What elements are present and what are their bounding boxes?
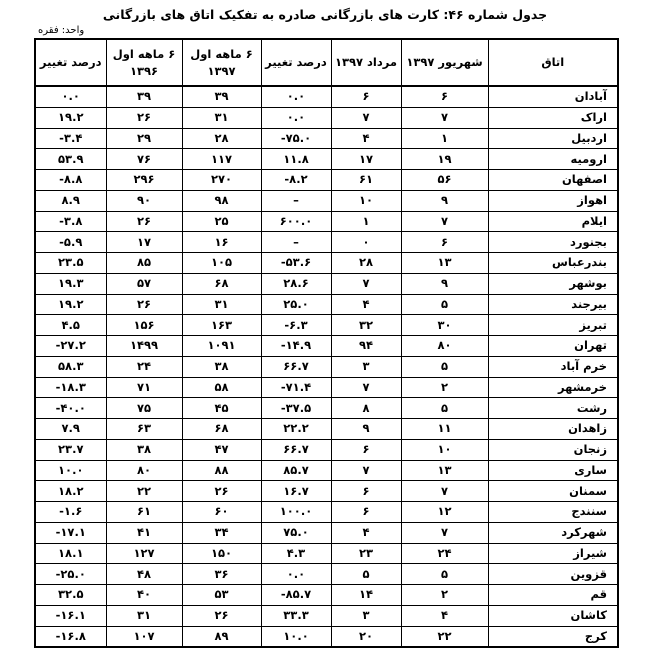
table-row	[35, 253, 618, 274]
cell-6month-1397: ۸۹	[182, 626, 261, 647]
cell-6month-1397: ۳۹	[182, 86, 261, 107]
cell-mordad: ۱	[331, 211, 401, 232]
cell-shahrivar: ۹	[401, 190, 488, 211]
cell-mordad: ۶	[331, 86, 401, 107]
cell-monthly-change: ۲۲.۲	[261, 419, 331, 440]
cell-6month-change: ۱۰.۰	[35, 460, 106, 481]
cell-monthly-change: –	[261, 190, 331, 211]
cell-chamber: قزوین	[488, 564, 618, 585]
cell-shahrivar: ۲	[401, 585, 488, 606]
cell-6month-change: ۱۸.۱	[35, 543, 106, 564]
cell-monthly-change: -۸.۲	[261, 170, 331, 191]
cell-6month-1396: ۷۶	[106, 149, 182, 170]
cell-6month-1396: ۹۰	[106, 190, 182, 211]
cell-mordad: ۳	[331, 356, 401, 377]
cell-monthly-change: –	[261, 232, 331, 253]
cell-6month-change: -۱۶.۱	[35, 605, 106, 626]
cell-mordad: ۴	[331, 128, 401, 149]
cell-6month-change: ۰.۰	[35, 86, 106, 107]
cell-6month-1396: ۸۰	[106, 460, 182, 481]
cell-chamber: شیراز	[488, 543, 618, 564]
cell-6month-1396: ۳۸	[106, 439, 182, 460]
cell-6month-1397: ۳۶	[182, 564, 261, 585]
cell-mordad: ۱۰	[331, 190, 401, 211]
cell-shahrivar: ۹	[401, 273, 488, 294]
table-row	[35, 149, 618, 170]
cell-6month-change: -۱۶.۸	[35, 626, 106, 647]
table-row	[35, 273, 618, 294]
cell-6month-1397: ۳۱	[182, 107, 261, 128]
table-row	[35, 398, 618, 419]
cell-chamber: خرم آباد	[488, 356, 618, 377]
cell-monthly-change: -۸۵.۷	[261, 585, 331, 606]
cell-6month-1397: ۱۶۳	[182, 315, 261, 336]
cell-chamber: شهرکرد	[488, 522, 618, 543]
cell-6month-1397: ۳۱	[182, 294, 261, 315]
cell-6month-change: -۸.۸	[35, 170, 106, 191]
cell-6month-change: ۸.۹	[35, 190, 106, 211]
cell-6month-1397: ۶۸	[182, 419, 261, 440]
cell-monthly-change: ۲۸.۶	[261, 273, 331, 294]
cell-chamber: قم	[488, 585, 618, 606]
cell-6month-1396: ۷۵	[106, 398, 182, 419]
cell-6month-1396: ۳۱	[106, 605, 182, 626]
cell-6month-1397: ۹۸	[182, 190, 261, 211]
cell-6month-1396: ۴۸	[106, 564, 182, 585]
cell-monthly-change: ۱۱.۸	[261, 149, 331, 170]
cell-6month-change: ۱۹.۲	[35, 107, 106, 128]
cell-6month-1396: ۲۶	[106, 294, 182, 315]
cell-mordad: ۷	[331, 460, 401, 481]
cell-shahrivar: ۷	[401, 107, 488, 128]
cell-monthly-change: ۰.۰	[261, 107, 331, 128]
cell-6month-1396: ۲۶	[106, 211, 182, 232]
cell-chamber: کرج	[488, 626, 618, 647]
cell-chamber: ارومیه	[488, 149, 618, 170]
cell-monthly-change: -۶.۳	[261, 315, 331, 336]
cell-6month-1397: ۳۴	[182, 522, 261, 543]
cell-chamber: اراک	[488, 107, 618, 128]
cell-mordad: ۲۰	[331, 626, 401, 647]
cell-chamber: ساری	[488, 460, 618, 481]
table-row	[35, 439, 618, 460]
table-row	[35, 460, 618, 481]
cell-6month-change: -۲۷.۲	[35, 336, 106, 357]
cell-mordad: ۶	[331, 439, 401, 460]
cell-mordad: ۶	[331, 481, 401, 502]
table-row	[35, 626, 618, 647]
cell-chamber: زنجان	[488, 439, 618, 460]
cell-6month-1397: ۸۸	[182, 460, 261, 481]
cell-6month-1397: ۲۶	[182, 605, 261, 626]
cell-6month-change: ۱۸.۲	[35, 481, 106, 502]
cell-6month-1397: ۱۱۷	[182, 149, 261, 170]
trade-cards-table	[34, 38, 619, 648]
cell-6month-change: ۴.۵	[35, 315, 106, 336]
cell-shahrivar: ۳۰	[401, 315, 488, 336]
cell-6month-change: -۳.۴	[35, 128, 106, 149]
cell-chamber: تهران	[488, 336, 618, 357]
cell-chamber: آبادان	[488, 86, 618, 107]
cell-6month-change: ۳۲.۵	[35, 585, 106, 606]
cell-chamber: رشت	[488, 398, 618, 419]
cell-mordad: ۰	[331, 232, 401, 253]
cell-monthly-change: ۱۶.۷	[261, 481, 331, 502]
cell-6month-change: -۳.۸	[35, 211, 106, 232]
table-row	[35, 605, 618, 626]
cell-chamber: بوشهر	[488, 273, 618, 294]
cell-6month-1397: ۵۳	[182, 585, 261, 606]
cell-6month-1397: ۴۵	[182, 398, 261, 419]
cell-chamber: بندرعباس	[488, 253, 618, 274]
cell-6month-1396: ۵۷	[106, 273, 182, 294]
table-row	[35, 294, 618, 315]
table-row	[35, 107, 618, 128]
cell-6month-1396: ۳۹	[106, 86, 182, 107]
cell-6month-change: -۵.۹	[35, 232, 106, 253]
table-header	[35, 39, 618, 86]
cell-chamber: زاهدان	[488, 419, 618, 440]
cell-chamber: اهواز	[488, 190, 618, 211]
cell-mordad: ۵	[331, 564, 401, 585]
cell-mordad: ۱۴	[331, 585, 401, 606]
cell-chamber: کاشان	[488, 605, 618, 626]
cell-shahrivar: ۲	[401, 377, 488, 398]
header-mordad-1397: مرداد ۱۳۹۷	[331, 39, 401, 86]
table-row	[35, 170, 618, 191]
table-row	[35, 543, 618, 564]
table-row	[35, 564, 618, 585]
cell-mordad: ۸	[331, 398, 401, 419]
cell-shahrivar: ۱۱	[401, 419, 488, 440]
cell-6month-1397: ۱۰۵	[182, 253, 261, 274]
cell-6month-1396: ۲۲	[106, 481, 182, 502]
cell-chamber: بیرجند	[488, 294, 618, 315]
header-6month-change: درصد تغییر	[35, 39, 106, 86]
table-body	[35, 86, 618, 647]
cell-chamber: خرمشهر	[488, 377, 618, 398]
cell-shahrivar: ۸۰	[401, 336, 488, 357]
table-row	[35, 86, 618, 107]
cell-6month-change: ۱۹.۳	[35, 273, 106, 294]
cell-shahrivar: ۱۲	[401, 502, 488, 523]
cell-shahrivar: ۱۳	[401, 460, 488, 481]
cell-6month-1397: ۲۷۰	[182, 170, 261, 191]
cell-6month-change: -۱.۶	[35, 502, 106, 523]
cell-6month-1396: ۴۰	[106, 585, 182, 606]
cell-mordad: ۴	[331, 522, 401, 543]
cell-shahrivar: ۲۲	[401, 626, 488, 647]
cell-mordad: ۶۱	[331, 170, 401, 191]
cell-6month-1397: ۶۰	[182, 502, 261, 523]
cell-shahrivar: ۱۰	[401, 439, 488, 460]
table-row	[35, 232, 618, 253]
cell-6month-1396: ۷۱	[106, 377, 182, 398]
cell-monthly-change: ۸۵.۷	[261, 460, 331, 481]
cell-6month-1397: ۶۸	[182, 273, 261, 294]
cell-shahrivar: ۱۹	[401, 149, 488, 170]
cell-mordad: ۲۸	[331, 253, 401, 274]
cell-monthly-change: ۶۶.۷	[261, 439, 331, 460]
cell-chamber: اردبیل	[488, 128, 618, 149]
cell-monthly-change: ۶۶.۷	[261, 356, 331, 377]
table-row	[35, 419, 618, 440]
cell-mordad: ۴	[331, 294, 401, 315]
cell-6month-change: -۱۷.۱	[35, 522, 106, 543]
cell-chamber: بجنورد	[488, 232, 618, 253]
cell-shahrivar: ۶	[401, 232, 488, 253]
cell-6month-change: -۱۸.۳	[35, 377, 106, 398]
cell-monthly-change: ۲۵.۰	[261, 294, 331, 315]
header-row	[35, 39, 618, 86]
cell-chamber: ایلام	[488, 211, 618, 232]
cell-chamber: سنندج	[488, 502, 618, 523]
cell-6month-1397: ۱۶	[182, 232, 261, 253]
cell-shahrivar: ۵	[401, 398, 488, 419]
cell-monthly-change: ۰.۰	[261, 564, 331, 585]
cell-monthly-change: -۷۵.۰	[261, 128, 331, 149]
cell-shahrivar: ۵	[401, 294, 488, 315]
cell-mordad: ۷	[331, 107, 401, 128]
cell-monthly-change: ۱۰۰.۰	[261, 502, 331, 523]
cell-6month-1396: ۶۳	[106, 419, 182, 440]
cell-monthly-change: ۴.۳	[261, 543, 331, 564]
table-row	[35, 211, 618, 232]
header-chamber: اتاق	[488, 39, 618, 86]
cell-monthly-change: -۷۱.۴	[261, 377, 331, 398]
table-row	[35, 315, 618, 336]
cell-6month-1396: ۴۱	[106, 522, 182, 543]
cell-monthly-change: ۳۳.۳	[261, 605, 331, 626]
cell-mordad: ۷	[331, 273, 401, 294]
cell-shahrivar: ۱	[401, 128, 488, 149]
table-row	[35, 356, 618, 377]
cell-6month-1396: ۲۹۶	[106, 170, 182, 191]
cell-6month-1396: ۱۰۷	[106, 626, 182, 647]
header-monthly-change: درصد تغییر	[261, 39, 331, 86]
cell-mordad: ۹۴	[331, 336, 401, 357]
cell-mordad: ۷	[331, 377, 401, 398]
cell-6month-change: ۲۳.۵	[35, 253, 106, 274]
table-row	[35, 502, 618, 523]
table-row	[35, 481, 618, 502]
cell-6month-1397: ۲۵	[182, 211, 261, 232]
cell-6month-change: -۴۰.۰	[35, 398, 106, 419]
cell-6month-change: ۵۳.۹	[35, 149, 106, 170]
cell-shahrivar: ۵	[401, 356, 488, 377]
cell-mordad: ۲۳	[331, 543, 401, 564]
table-row	[35, 377, 618, 398]
cell-monthly-change: -۱۴.۹	[261, 336, 331, 357]
cell-6month-1396: ۶۱	[106, 502, 182, 523]
header-6month-1396: ۶ ماهه اول ۱۳۹۶	[106, 39, 182, 86]
unit-label: واحد: فقره	[38, 25, 85, 36]
cell-6month-1397: ۲۶	[182, 481, 261, 502]
cell-6month-change: ۵۸.۳	[35, 356, 106, 377]
cell-chamber: تبریز	[488, 315, 618, 336]
cell-6month-1396: ۸۵	[106, 253, 182, 274]
cell-6month-1396: ۱۲۷	[106, 543, 182, 564]
cell-monthly-change: ۱۰.۰	[261, 626, 331, 647]
cell-shahrivar: ۷	[401, 211, 488, 232]
cell-mordad: ۳	[331, 605, 401, 626]
cell-6month-change: -۲۵.۰	[35, 564, 106, 585]
cell-6month-1396: ۲۶	[106, 107, 182, 128]
cell-shahrivar: ۱۳	[401, 253, 488, 274]
cell-monthly-change: ۷۵.۰	[261, 522, 331, 543]
cell-mordad: ۱۷	[331, 149, 401, 170]
table-row	[35, 190, 618, 211]
cell-6month-1396: ۲۹	[106, 128, 182, 149]
cell-shahrivar: ۷	[401, 522, 488, 543]
cell-shahrivar: ۵	[401, 564, 488, 585]
cell-monthly-change: -۵۳.۶	[261, 253, 331, 274]
table-title: جدول شماره ۴۶: کارت های بازرگانی صادره به تفکیک اتاق های بازرگانی	[102, 7, 548, 22]
cell-6month-change: ۲۳.۷	[35, 439, 106, 460]
cell-monthly-change: ۰.۰	[261, 86, 331, 107]
cell-mordad: ۳۲	[331, 315, 401, 336]
cell-6month-1396: ۱۵۶	[106, 315, 182, 336]
table-row	[35, 522, 618, 543]
cell-monthly-change: -۳۷.۵	[261, 398, 331, 419]
cell-6month-1397: ۱۰۹۱	[182, 336, 261, 357]
table-row	[35, 336, 618, 357]
cell-chamber: سمنان	[488, 481, 618, 502]
cell-shahrivar: ۲۴	[401, 543, 488, 564]
cell-6month-change: ۱۹.۲	[35, 294, 106, 315]
cell-6month-1397: ۴۷	[182, 439, 261, 460]
cell-shahrivar: ۴	[401, 605, 488, 626]
cell-6month-1396: ۱۴۹۹	[106, 336, 182, 357]
cell-mordad: ۶	[331, 502, 401, 523]
cell-6month-change: ۷.۹	[35, 419, 106, 440]
cell-chamber: اصفهان	[488, 170, 618, 191]
cell-6month-1396: ۲۴	[106, 356, 182, 377]
cell-6month-1397: ۱۵۰	[182, 543, 261, 564]
cell-6month-1397: ۳۸	[182, 356, 261, 377]
table-row	[35, 585, 618, 606]
table-row	[35, 128, 618, 149]
cell-shahrivar: ۶	[401, 86, 488, 107]
cell-mordad: ۹	[331, 419, 401, 440]
header-6month-1397: ۶ ماهه اول ۱۳۹۷	[182, 39, 261, 86]
cell-monthly-change: ۶۰۰.۰	[261, 211, 331, 232]
cell-6month-1396: ۱۷	[106, 232, 182, 253]
cell-shahrivar: ۵۶	[401, 170, 488, 191]
cell-6month-1397: ۲۸	[182, 128, 261, 149]
cell-shahrivar: ۷	[401, 481, 488, 502]
header-shahrivar-1397: شهریور ۱۳۹۷	[401, 39, 488, 86]
cell-6month-1397: ۵۸	[182, 377, 261, 398]
